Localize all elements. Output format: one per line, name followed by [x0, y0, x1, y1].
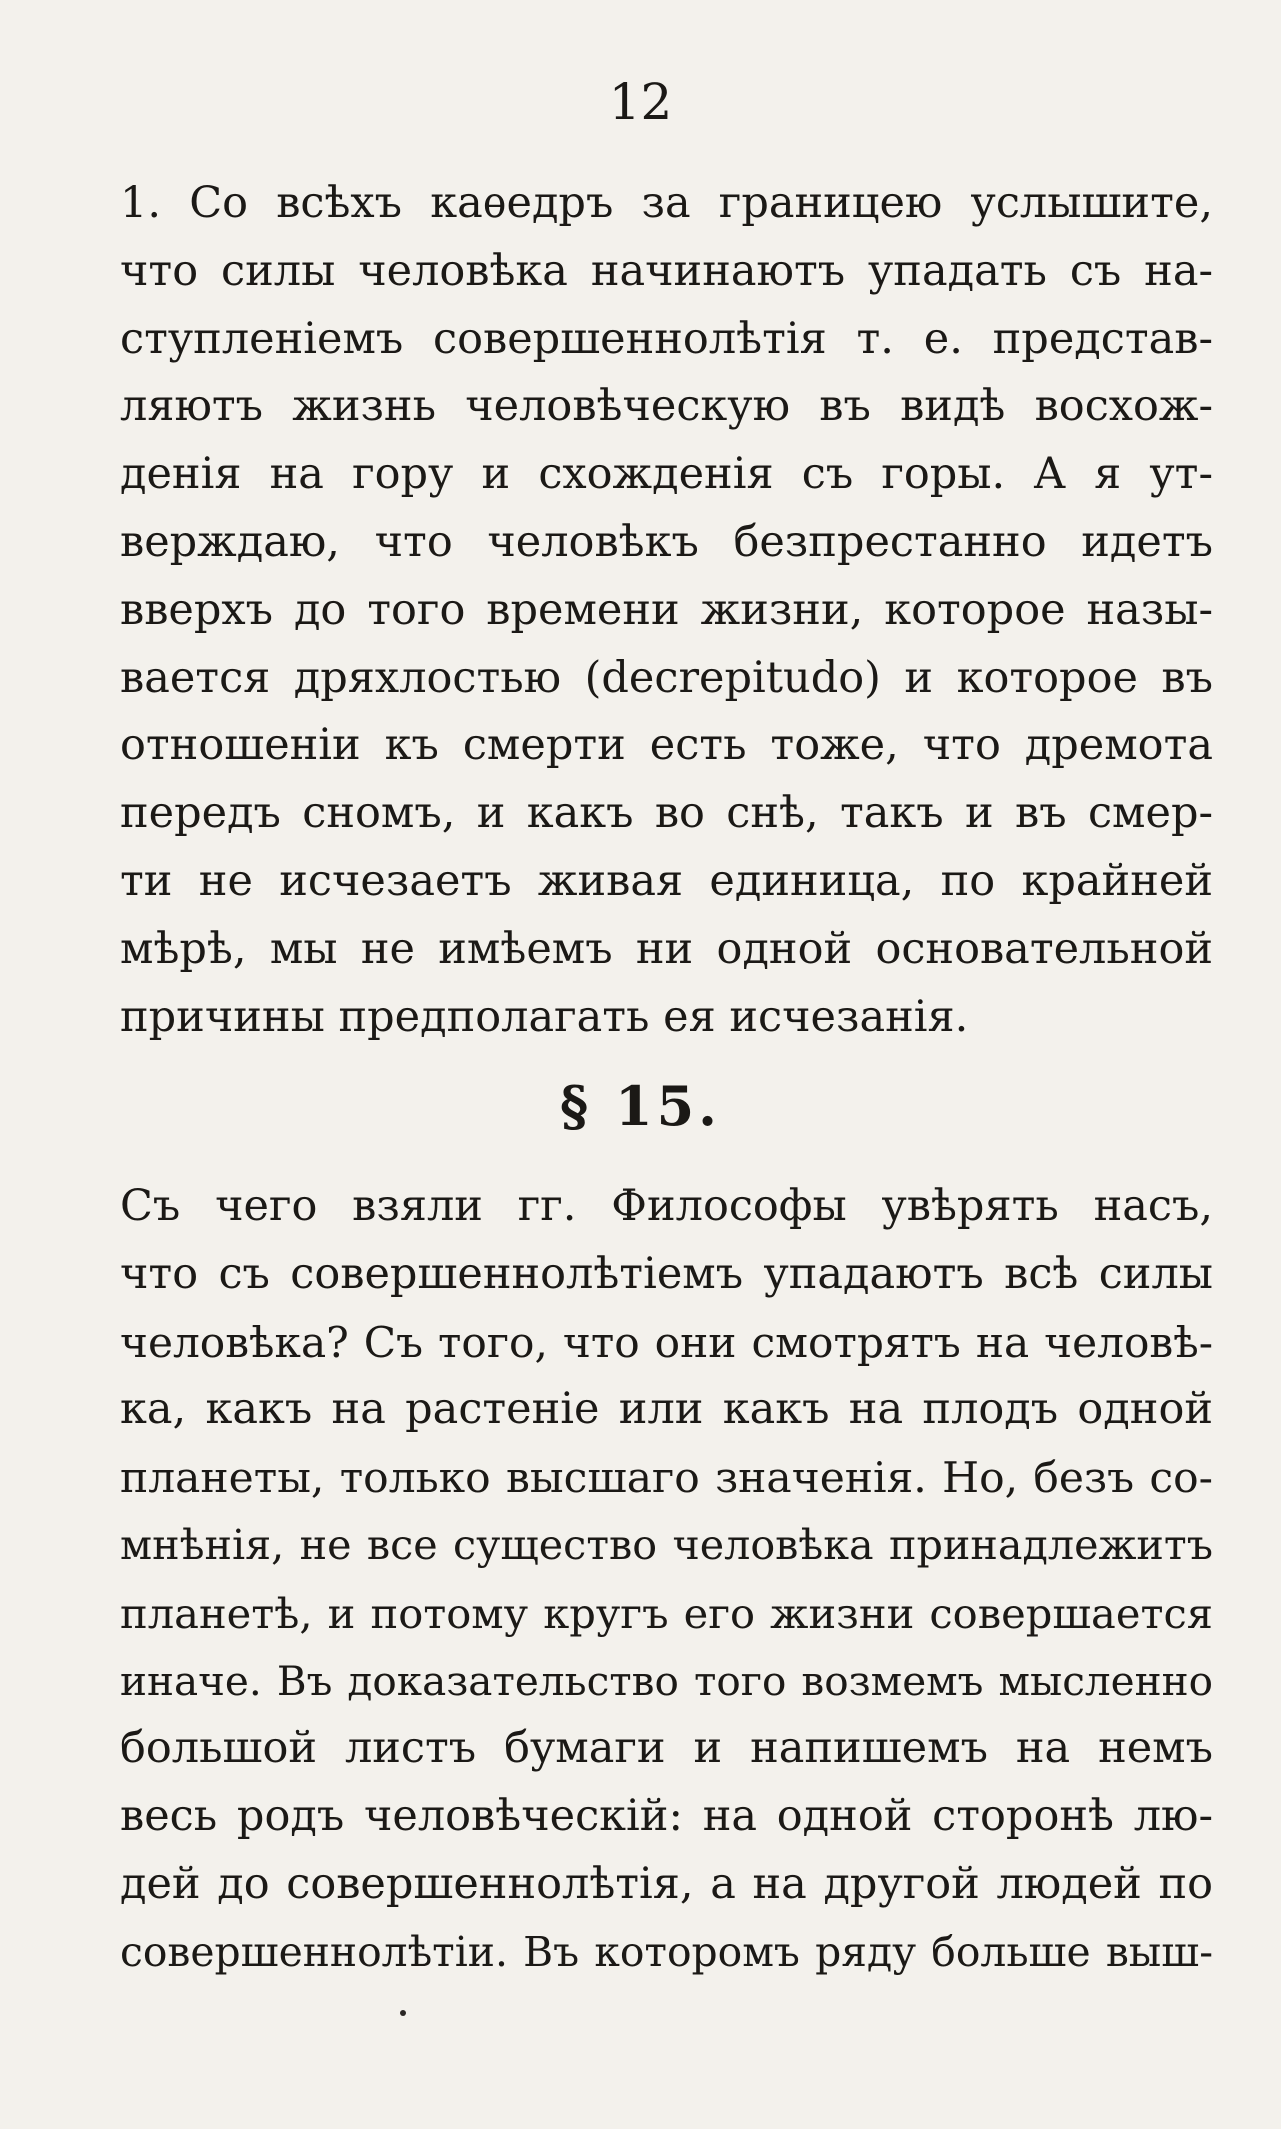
text-line: иначе. Въ доказательство того возмемъ мысленно — [120, 1656, 1213, 1705]
text-line: передъ сномъ, и какъ во снѣ, такъ и въ смер- — [120, 788, 1213, 839]
section-heading: § 15. — [560, 1074, 721, 1138]
text-line: Съ чего взяли гг. Философы увѣрять насъ, — [120, 1181, 1213, 1231]
text-line: денія на гору и схожденія съ горы. А я ут- — [120, 449, 1213, 500]
paragraph-2 — [120, 1173, 1213, 1987]
text-line: мнѣнія, не все существо человѣка принадлежитъ — [120, 1520, 1213, 1569]
text-line: ляютъ жизнь человѣческую въ видѣ восхож- — [120, 381, 1213, 432]
text-line: причины предполагать ея исчезанія. — [120, 991, 969, 1042]
text-line: ступленіемъ совершеннолѣтія т. е. представ- — [120, 313, 1213, 364]
text-line: 1. Со всѣхъ каѳедръ за границею услышите, — [120, 178, 1213, 228]
text-line: верждаю, что человѣкъ безпрестанно идетъ — [120, 516, 1213, 567]
text-line: ти не исчезаетъ живая единица, по крайней — [120, 855, 1213, 906]
text-line: вается дряхлостью (decrepitudo) и которое въ — [120, 652, 1213, 703]
text-line: отношеніи къ смерти есть тоже, что дремота — [120, 720, 1213, 771]
text-line: ка, какъ на растеніе или какъ на плодъ одной — [120, 1384, 1213, 1435]
text-line: весь родъ человѣческій: на одной сторонѣ лю- — [120, 1791, 1213, 1842]
text-line: человѣка? Съ того, что они смотрятъ на человѣ- — [120, 1317, 1213, 1367]
text-line: совершеннолѣтіи. Въ которомъ ряду больше выш- — [120, 1927, 1213, 1976]
text-line: планетѣ, и потому кругъ его жизни совершается — [120, 1588, 1213, 1638]
text-line: дей до совершеннолѣтія, а на другой людей по — [120, 1858, 1213, 1909]
page-number: 12 — [608, 73, 673, 131]
text-line: вверхъ до того времени жизни, которое назы- — [120, 584, 1213, 635]
text-line: что съ совершеннолѣтіемъ упадаютъ всѣ силы — [120, 1248, 1213, 1299]
ink-speck — [400, 2010, 406, 2016]
text-line: планеты, только высшаго значенія. Но, безъ со- — [120, 1453, 1213, 1503]
text-line: мѣрѣ, мы не имѣемъ ни одной основательной — [120, 923, 1213, 974]
text-line: большой листъ бумаги и напишемъ на немъ — [120, 1723, 1213, 1774]
paragraph-1 — [120, 170, 1213, 1051]
text-line: что силы человѣка начинаютъ упадать съ на- — [120, 245, 1213, 296]
